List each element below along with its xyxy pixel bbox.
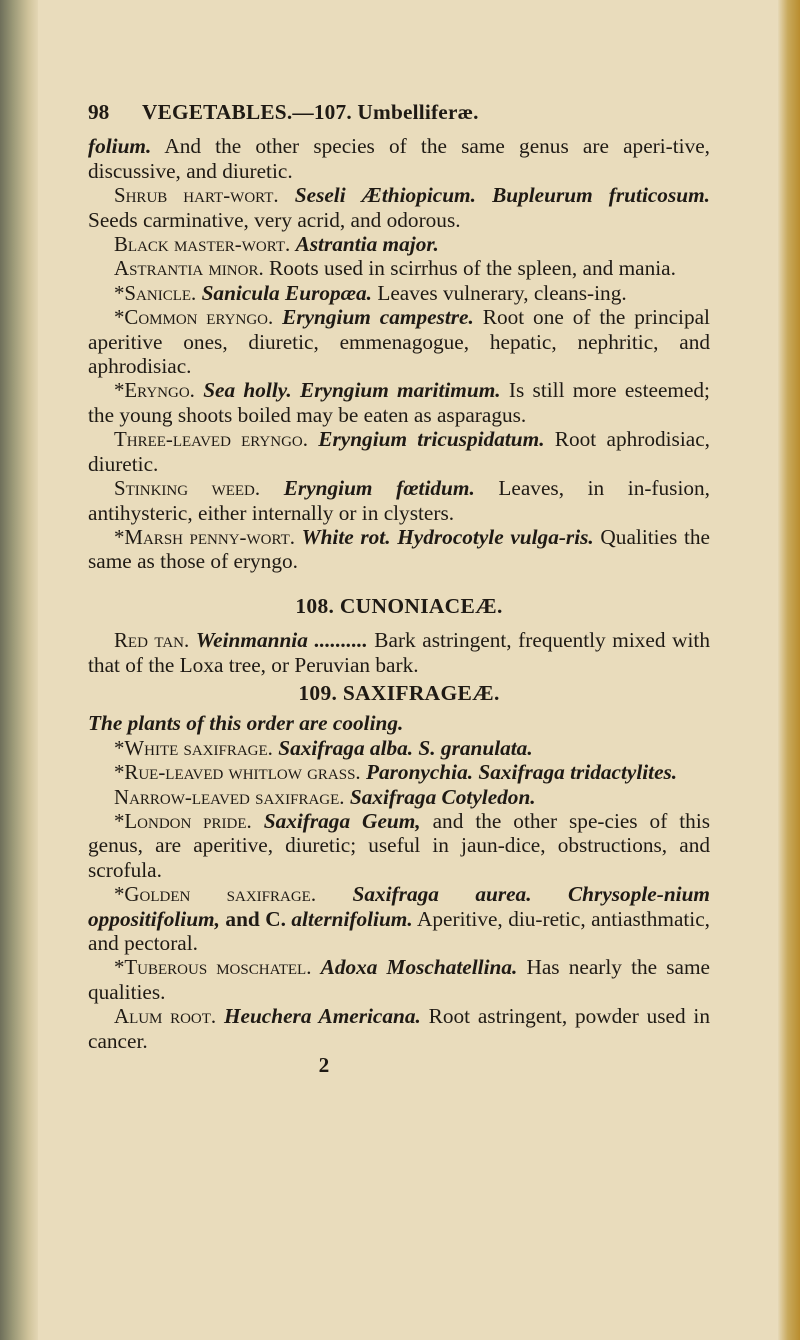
entry-latin: Seseli Æthiopicum. Bupleurum fruticosum.: [294, 183, 710, 208]
entry-text: Root aphrodisiac, diuretic.: [88, 427, 710, 476]
entry-sanicle: [88, 281, 710, 305]
entry-black-master-wort: [88, 232, 710, 256]
entry-latin: Sanicula Europæa.: [201, 280, 373, 305]
signature-mark: 2: [318, 1053, 330, 1078]
entry-latin: Eryngium tricuspidatum.: [318, 427, 545, 452]
entry-latin: Weinmannia ..........: [195, 628, 368, 653]
entry-latin: Astrantia major.: [295, 232, 439, 257]
entry-latin: folium.: [88, 134, 152, 159]
entry-common-name: *White saxifrage.: [114, 735, 273, 760]
entry-text: Roots used in scirrhus of the spleen, and mania.: [269, 256, 676, 281]
entry-common-eryngo: [88, 305, 710, 378]
section-heading-cunoniaceae: 108. CUNONIACEÆ.: [295, 593, 503, 618]
section-heading-saxifrageae: 109. SAXIFRAGEÆ.: [298, 680, 500, 705]
page-edge: [778, 0, 800, 1340]
entry-common-name: Alum root.: [114, 1004, 217, 1029]
running-head: VEGETABLES.—107. Umbelliferæ.: [142, 100, 479, 124]
entry-text: Leaves vulnerary, cleans-ing.: [377, 280, 627, 305]
entry-golden-saxifrage: [88, 882, 710, 955]
entry-latin: Paronychia. Saxifraga tridactylites.: [365, 760, 678, 785]
entry-latin: Sea holly. Eryngium maritimum.: [203, 378, 501, 403]
entry-narrow-leaved-saxifrage: [88, 785, 710, 809]
entry-common-name: Three-leaved eryngo.: [114, 427, 308, 452]
entry-latin: Saxifraga Geum,: [263, 808, 421, 833]
entry-common-name: Narrow-leaved saxifrage.: [114, 784, 345, 809]
entry-tuberous-moschatel: [88, 955, 710, 1004]
entry-text: Is still more esteemed; the young shoots boiled may be eaten as asparagus.: [88, 378, 710, 427]
entry-common-name: Stinking weed.: [114, 476, 261, 501]
entry-text: Qualities the same as those of eryngo.: [88, 524, 710, 574]
entry-folium: [88, 134, 710, 183]
book-binding-shadow: [0, 0, 38, 1340]
page-header: [88, 100, 710, 124]
entry-marsh-penny-wort: [88, 525, 710, 574]
entry-latin-2: alternifolium.: [291, 906, 413, 931]
entry-connector: and C.: [225, 906, 286, 931]
entry-latin: Adoxa Moschatellina.: [320, 955, 518, 980]
entry-text: Has nearly the same qualities.: [88, 955, 711, 1004]
entry-text: Root astringent, powder used in cancer.: [88, 1004, 711, 1053]
entry-common-name: *Tuberous moschatel.: [114, 955, 312, 980]
entry-latin: White rot. Hydrocotyle vulga-ris.: [301, 524, 594, 549]
entry-astrantia-minor: [88, 256, 710, 280]
book-page: [88, 100, 710, 1077]
entry-common-name: *Golden saxifrage.: [114, 882, 317, 907]
entry-common-name: *London pride.: [114, 808, 252, 833]
entry-eryngo: [88, 378, 710, 427]
entry-text: Seeds carminative, very acrid, and odorous.: [88, 207, 461, 232]
entry-alum-root: [88, 1004, 710, 1053]
entry-white-saxifrage: [88, 736, 710, 760]
entry-three-leaved-eryngo: [88, 427, 710, 476]
page-number: 98: [88, 100, 110, 124]
entry-latin: Heuchera Americana.: [223, 1004, 421, 1029]
entry-common-name: *Common eryngo.: [114, 305, 274, 330]
entry-shrub-hart-wort: [88, 183, 710, 232]
entry-common-name: *Marsh penny-wort.: [114, 524, 295, 549]
entry-common-name: Astrantia minor.: [114, 256, 264, 281]
entry-common-name: *Sanicle.: [114, 280, 197, 305]
entry-london-pride: [88, 809, 710, 882]
entry-latin: Eryngium fœtidum.: [283, 476, 475, 501]
entry-text: Bark astringent, frequently mixed with that of the Loxa tree, or Peruvian bark.: [88, 628, 710, 677]
entry-latin: Eryngium campestre.: [282, 305, 474, 330]
entry-common-name: Black master-wort.: [114, 232, 291, 257]
entry-red-tan: [88, 628, 710, 677]
entry-text: And the other species of the same genus are aperi-tive, discussive, and diuretic.: [88, 134, 711, 183]
entry-common-name: Shrub hart-wort.: [114, 183, 279, 208]
entry-text: Leaves, in in-fusion, antihysteric, either internally or in clysters.: [88, 476, 711, 525]
entry-text: and the other spe-cies of this genus, are aperitive, diuretic; useful in jaun-dice, obstructions, and scrofula.: [88, 808, 711, 882]
entry-common-name: *Eryngo.: [114, 378, 195, 403]
entry-common-name: Red tan.: [114, 628, 190, 653]
entry-text: Aperitive, diu-retic, antiasthmatic, and pectoral.: [88, 906, 711, 955]
entry-latin: Saxifraga alba. S. granulata.: [278, 735, 533, 760]
entry-rue-leaved-whitlow-grass: [88, 760, 710, 784]
entry-latin: Saxifraga aurea. Chrysople-nium oppositifolium,: [88, 882, 710, 931]
entry-latin: Saxifraga Cotyledon.: [349, 784, 536, 809]
entry-text: Root one of the principal aperitive ones, diuretic, emmenagogue, hepatic, nephritic, and aphrodisiac.: [88, 305, 710, 379]
entry-common-name: *Rue-leaved whitlow grass.: [114, 760, 361, 785]
section-subheading: The plants of this order are cooling.: [88, 711, 404, 736]
entry-stinking-weed: [88, 476, 710, 525]
